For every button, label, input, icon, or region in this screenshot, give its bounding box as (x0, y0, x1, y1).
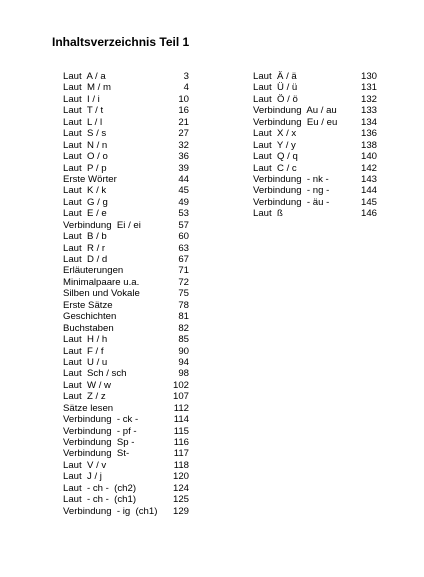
toc-entry-label: Laut O / o (63, 151, 108, 163)
toc-entry-label: Laut D / d (63, 254, 108, 265)
toc-entry-label: Laut B / b (63, 231, 107, 243)
toc-entry (63, 288, 189, 299)
toc-entry (63, 300, 189, 311)
toc-entry-page-number: 67 (178, 254, 189, 265)
toc-entry-label: Verbindung - ck - (63, 414, 139, 426)
toc-entry-label: Verbindung - nk - (253, 173, 329, 185)
toc-entry-page-number: 90 (178, 345, 189, 357)
toc-entry-page-number: 39 (178, 162, 189, 174)
toc-entry (63, 105, 189, 116)
toc-entry-page-number: 21 (178, 116, 189, 128)
toc-entry (63, 163, 189, 174)
toc-entry-label: Buchstaben (63, 322, 114, 334)
toc-entry (253, 94, 377, 105)
toc-entry-page-number: 44 (178, 173, 189, 185)
toc-entry (63, 448, 189, 459)
toc-entry-page-number: 115 (173, 425, 189, 437)
toc-entry-label: Laut K / k (63, 185, 107, 197)
toc-column-left (63, 71, 189, 517)
toc-entry-label: Laut H / h (63, 334, 108, 346)
toc-entry-label: Erste Wörter (63, 173, 117, 185)
toc-entry-label: Verbindung - ig (ch1) (63, 505, 158, 517)
toc-entry-page-number: 136 (360, 128, 377, 140)
toc-entry-label: Laut L / l (63, 116, 103, 128)
toc-entry-page-number: 3 (183, 71, 189, 82)
toc-entry (253, 163, 377, 174)
toc-entry (63, 243, 189, 254)
toc-entry (63, 220, 189, 231)
toc-entry-page-number: 27 (178, 128, 189, 140)
toc-entry-label: Minimalpaare u.a. (63, 276, 140, 288)
toc-entry (253, 105, 377, 116)
toc-entry (253, 174, 377, 185)
toc-entry (63, 391, 189, 402)
toc-entry (63, 71, 189, 82)
toc-entry-page-number: 78 (178, 299, 189, 311)
toc-entry-page-number: 140 (360, 151, 377, 163)
toc-entry (63, 334, 189, 345)
toc-entry-label: Laut A / a (63, 71, 106, 82)
toc-entry-label: Laut G / g (63, 196, 108, 208)
toc-entry-label: Laut J / j (63, 471, 102, 483)
toc-entry (253, 140, 377, 151)
toc-entry-page-number: 72 (178, 276, 189, 288)
toc-entry-page-number: 16 (178, 105, 189, 117)
toc-entry-label: Laut V / v (63, 459, 107, 471)
toc-entry-page-number: 133 (360, 105, 377, 117)
toc-entry-label: Laut E / e (63, 208, 107, 220)
toc-entry-label: Laut M / m (63, 82, 111, 94)
toc-entry (63, 174, 189, 185)
toc-entry (63, 185, 189, 196)
toc-entry (63, 231, 189, 242)
toc-entry-page-number: 132 (360, 93, 377, 105)
toc-entry (63, 494, 189, 505)
toc-entry-page-number: 32 (178, 139, 189, 151)
toc-entry-page-number: 112 (173, 402, 189, 414)
toc-entry-page-number: 130 (360, 71, 377, 82)
page-title: Inhaltsverzeichnis Teil 1 (52, 35, 190, 49)
toc-entry-page-number: 63 (178, 242, 189, 254)
toc-entry-page-number: 36 (178, 151, 189, 163)
toc-entry-page-number: 146 (360, 208, 377, 220)
toc-entry (253, 185, 377, 196)
toc-entry-label: Laut W / w (63, 379, 111, 391)
toc-entry (63, 437, 189, 448)
toc-entry-label: Verbindung - ng - (253, 185, 330, 197)
toc-entry-label: Verbindung St- (63, 448, 130, 460)
toc-entry-page-number: 102 (172, 379, 189, 391)
toc-entry (63, 506, 189, 517)
toc-entry-page-number: 81 (178, 311, 189, 323)
toc-entry (253, 71, 377, 82)
toc-entry (63, 357, 189, 368)
toc-entry (63, 140, 189, 151)
toc-entry-label: Laut - ch - (ch1) (63, 494, 137, 506)
toc-entry (63, 460, 189, 471)
toc-entry (63, 471, 189, 482)
toc-entry-label: Laut Z / z (63, 391, 106, 403)
toc-entry (253, 151, 377, 162)
toc-entry-label: Erste Sätze (63, 299, 113, 311)
toc-entry-label: Verbindung Ei / ei (63, 219, 141, 231)
toc-entry-page-number: 53 (178, 208, 189, 220)
toc-entry (63, 380, 189, 391)
toc-entry-label: Laut Q / q (253, 151, 298, 163)
toc-entry (253, 82, 377, 93)
toc-entry-page-number: 94 (178, 356, 189, 368)
toc-entry-page-number: 82 (178, 322, 189, 334)
toc-entry-page-number: 49 (178, 196, 189, 208)
toc-column-right (253, 71, 377, 220)
toc-entry (63, 117, 189, 128)
toc-entry-page-number: 4 (183, 82, 189, 94)
toc-entry-page-number: 138 (360, 139, 377, 151)
toc-entry (63, 128, 189, 139)
toc-entry-label: Laut Ä / ä (253, 71, 297, 82)
toc-entry-page-number: 75 (178, 288, 189, 300)
toc-entry-label: Geschichten (63, 311, 117, 323)
toc-entry-page-number: 144 (360, 185, 377, 197)
toc-entry (63, 254, 189, 265)
toc-entry-label: Laut C / c (253, 162, 297, 174)
toc-entry-page-number: 120 (172, 471, 189, 483)
toc-entry (63, 197, 189, 208)
toc-entry (253, 208, 377, 219)
toc-entry-label: Laut Sch / sch (63, 368, 127, 380)
toc-entry (253, 128, 377, 139)
toc-entry-label: Sätze lesen (63, 402, 114, 414)
toc-entry-label: Laut P / p (63, 162, 107, 174)
toc-entry-label: Laut X / x (253, 128, 297, 140)
toc-entry-page-number: 118 (173, 459, 189, 471)
toc-entry (63, 483, 189, 494)
toc-entry-page-number: 45 (178, 185, 189, 197)
toc-entry-page-number: 124 (172, 482, 189, 494)
toc-entry (63, 323, 189, 334)
toc-entry-label: Laut Y / y (253, 139, 296, 151)
toc-entry-label: Verbindung Au / au (253, 105, 337, 117)
toc-entry (63, 346, 189, 357)
toc-entry-page-number: 145 (360, 196, 377, 208)
toc-entry-label: Verbindung - äu - (253, 196, 330, 208)
toc-entry (63, 208, 189, 219)
toc-entry (63, 94, 189, 105)
toc-entry-label: Verbindung - pf - (63, 425, 137, 437)
toc-entry-page-number: 131 (360, 82, 377, 94)
toc-entry-label: Laut Ü / ü (253, 82, 298, 94)
toc-entry-page-number: 107 (172, 391, 189, 403)
toc-entry (63, 311, 189, 322)
toc-entry (253, 197, 377, 208)
toc-entry-page-number: 117 (173, 448, 189, 460)
toc-entry (63, 426, 189, 437)
toc-entry-page-number: 85 (178, 334, 189, 346)
toc-entry-label: Laut S / s (63, 128, 107, 140)
toc-entry (63, 403, 189, 414)
toc-entry-label: Verbindung Eu / eu (253, 116, 338, 128)
toc-entry-page-number: 114 (173, 414, 189, 426)
toc-entry (63, 82, 189, 93)
toc-entry-page-number: 129 (172, 505, 189, 517)
toc-entry-label: Laut - ch - (ch2) (63, 482, 137, 494)
toc-entry-label: Verbindung Sp - (63, 437, 135, 448)
toc-entry-label: Laut F / f (63, 345, 104, 357)
toc-entry-page-number: 116 (173, 437, 189, 448)
toc-entry (63, 151, 189, 162)
toc-entry-page-number: 98 (178, 368, 189, 380)
toc-entry-label: Laut U / u (63, 356, 108, 368)
toc-entry (63, 277, 189, 288)
toc-entry-page-number: 60 (178, 231, 189, 243)
toc-entry-label: Laut R / r (63, 242, 106, 254)
toc-entry-label: Silben und Vokale (63, 288, 140, 300)
toc-entry-page-number: 134 (360, 116, 377, 128)
toc-entry (253, 117, 377, 128)
toc-entry-label: Laut I / i (63, 93, 100, 105)
toc-entry-page-number: 125 (172, 494, 189, 506)
toc-entry-page-number: 10 (178, 93, 189, 105)
toc-entry-page-number: 71 (178, 265, 189, 277)
toc-entry-label: Erläuterungen (63, 265, 124, 277)
toc-entry-page-number: 142 (360, 162, 377, 174)
toc-entry (63, 414, 189, 425)
toc-entry-label: Laut N / n (63, 139, 108, 151)
toc-entry-label: Laut ß (253, 208, 283, 220)
toc-entry-page-number: 143 (360, 173, 377, 185)
toc-entry (63, 368, 189, 379)
toc-entry-page-number: 57 (178, 219, 189, 231)
toc-entry (63, 265, 189, 276)
toc-entry-label: Laut Ö / ö (253, 93, 298, 105)
toc-entry-label: Laut T / t (63, 105, 104, 117)
